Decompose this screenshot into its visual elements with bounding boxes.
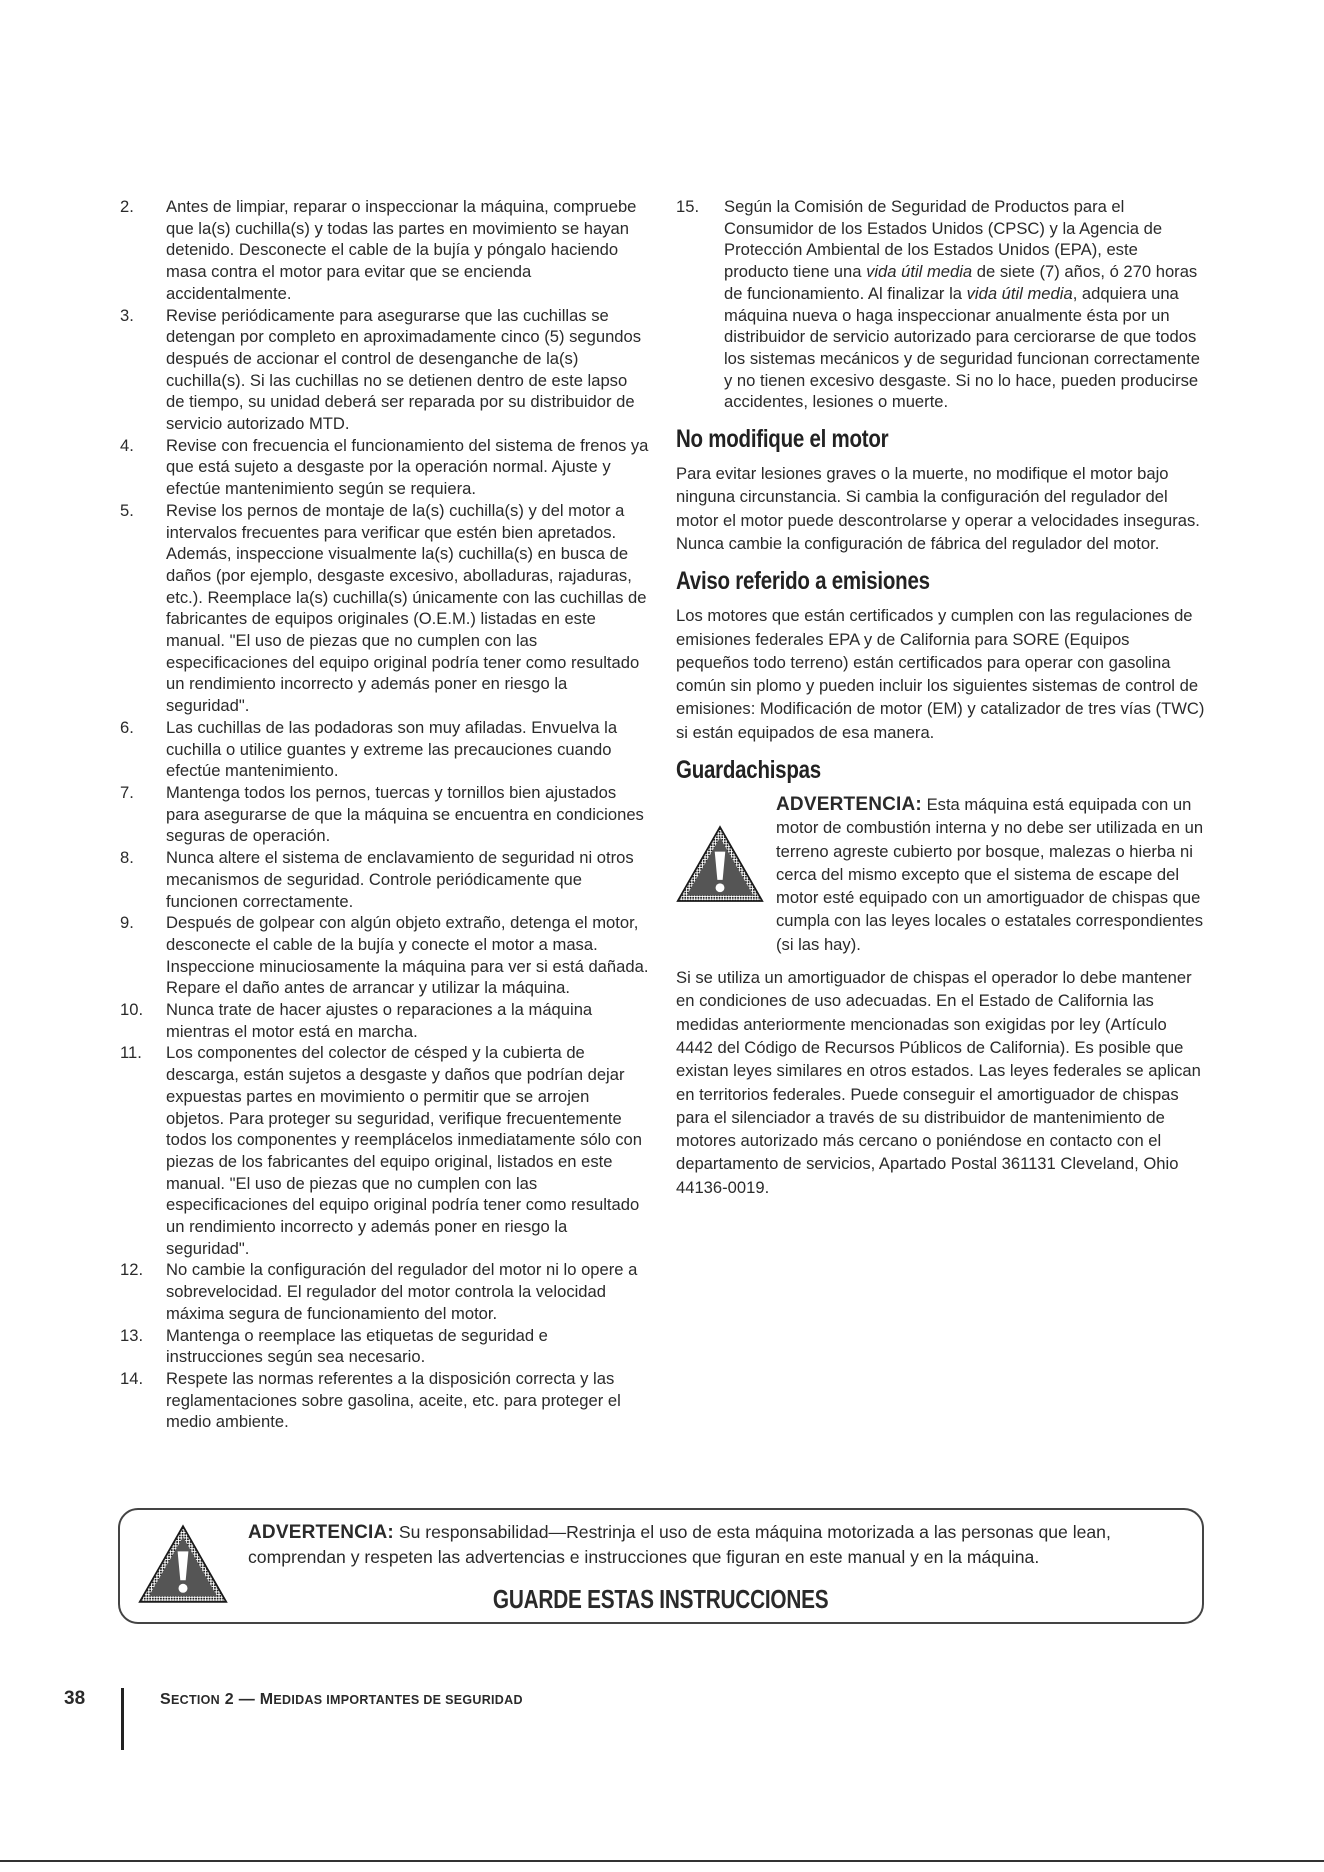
page-number: 38 (64, 1688, 86, 1709)
list-item (120, 196, 649, 305)
emphasis: vida útil media (866, 262, 973, 282)
list-item (120, 912, 649, 999)
footer-divider (121, 1688, 124, 1750)
list-item-text: Después de golpear con algún objeto extraño, detenga el motor, desconecte el cable de la bujía y conecte el motor a masa. Inspeccione minuciosamente la máquina para ver si está dañada. Repare el daño antes de arrancar y utilizar la máquina. (166, 913, 649, 998)
list-item-number: 14. (120, 1368, 144, 1388)
list-item-text: Las cuchillas de las podadoras son muy afiladas. Envuelva la cuchilla o utilice guantes y extreme las precauciones cuando efectúe mantenimiento. (166, 717, 618, 781)
list-item (120, 782, 649, 847)
list-item-text: Los componentes del colector de césped y la cubierta de descarga, están sujetos a desgaste y daños que podrían dejar expuestas partes en movimiento o permitir que se arrojen objetos. Para proteger su seguridad, verifique frecuentemente todos los componentes y reemplácelos inmediatamente sólo con piezas de los fabricantes del equipo original, listados en este manual. "El uso de piezas que no cumplen con las especificaciones del equipo original podría tener como resultado un rendimiento incorrecto y además poner en riesgo la seguridad". (166, 1043, 642, 1258)
safety-list-right (676, 196, 1206, 413)
list-item-text: Revise los pernos de montaje de la(s) cuchilla(s) y del motor a intervalos frecuentes para verificar que estén bien apretados. Además, inspeccione visualmente la(s) cuchilla(s) en busca de daños (por ejemplo, desgaste excesivo, abolladuras, rajaduras, etc.). Reemplace la(s) cuchilla(s) únicamente con las cuchillas de fabricantes de equipos originales (O.E.M.) listadas en este manual. "El uso de piezas que no cumplen con las especificaciones del equipo original podría tener como resultado un rendimiento incorrecto y además poner en riesgo la seguridad". (166, 500, 647, 716)
list-item-number: 5. (120, 500, 134, 520)
page-footer (0, 1688, 1324, 1728)
list-item-text: Antes de limpiar, reparar o inspeccionar la máquina, compruebe que la(s) cuchilla(s) y todas las partes en movimiento se hayan detenido. Desconecte el cable de la bujía y póngalo haciendo masa contra el motor para evitar que se encienda accidentalmente. (166, 197, 637, 303)
list-item-text: Mantenga o reemplace las etiquetas de seguridad e instrucciones según sea necesario. (166, 1325, 548, 1367)
left-column (120, 196, 649, 1433)
list-item-number: 11. (120, 1043, 142, 1063)
warning-text: Su responsabilidad—Restrinja el uso de esta máquina motorizada a las personas que lean, comprendan y respeten las advertencias e instrucciones que figuran en este manual y en la máquina. (248, 1522, 1111, 1567)
list-item-number: 4. (120, 435, 134, 455)
warning-label: ADVERTENCIA: (248, 1522, 394, 1543)
list-item (120, 999, 649, 1042)
warning-label: ADVERTENCIA: (776, 794, 922, 815)
list-item-text: Nunca altere el sistema de enclavamiento de seguridad ni otros mecanismos de seguridad. Controle periódicamente que funcionen correctamente. (166, 848, 634, 911)
warning-triangle-icon (676, 825, 764, 903)
paragraph-spark-arrester: Si se utiliza un amortiguador de chispas el operador lo debe mantener en condiciones de uso adecuadas. En el Estado de California las medidas anteriormente mencionadas son exigidas por ley (Artículo 4442 del Código de Recursos Públicos de California). Es posible que existan leyes similares en otros estados. Las leyes federales se aplican en territorios federales. Puede conseguir el amortiguador de chispas para el silenciador a través de su distribuidor de mantenimiento de motores autorizado más cercano o poniéndose en contacto con el departamento de servicios, Apartado Postal 361131 Cleveland, Ohio 44136-0019. (676, 968, 1201, 1197)
heading-emissions: Aviso referido a emisiones (676, 567, 930, 596)
section-title: SECTION 2 — MEDIDAS IMPORTANTES DE SEGURIDAD (160, 1691, 523, 1708)
list-item-number: 12. (120, 1260, 144, 1280)
list-item-text: No cambie la configuración del regulador del motor ni lo opere a sobrevelocidad. El regulador del motor controla la velocidad máxima segura de funcionamiento del motor. (166, 1260, 638, 1323)
list-item-number: 6. (120, 717, 134, 737)
heading-motor: No modifique el motor (676, 425, 889, 454)
warning-text-block (248, 1520, 1188, 1569)
list-item-text: Respete las normas referentes a la disposición correcta y las reglamentaciones sobre gasolina, aceite, etc. para proteger el medio ambiente. (166, 1368, 621, 1432)
list-item-number: 3. (120, 305, 134, 325)
list-item-number: 10. (120, 1000, 144, 1020)
list-item-number: 7. (120, 782, 134, 802)
list-item-number: 9. (120, 913, 134, 933)
safety-list-left (120, 196, 649, 1433)
save-instructions-heading: GUARDE ESTAS INSTRUCCIONES (493, 1584, 829, 1614)
warning-text: Esta máquina está equipada con un motor de combustión interna y no debe ser utilizada en un terreno agreste cubierto por bosque, malezas o hierba ni cerca del mismo excepto que el sistema de escape del motor esté equipado con un amortiguador de chispas que cumpla con las leyes locales o estatales correspondientes (si las hay). (776, 795, 1204, 954)
list-item (120, 847, 649, 912)
list-item-number: 8. (120, 848, 134, 868)
list-item-text: Revise periódicamente para asegurarse que las cuchillas se detengan por completo en aproximadamente cinco (5) segundos después de accionar el control de desenganche de la(s) cuchilla(s). Si las cuchillas no se detienen dentro de este lapso de tiempo, su unidad deberá ser reparada por su distribuidor de servicio autorizado MTD. (166, 305, 642, 434)
list-item: 15. Según la Comisión de Seguridad de Productos para el Consumidor de los Estados Unidos (CPSC) y la Agencia de Protección Ambiental de los Estados Unidos (EPA), este producto tiene una vida útil media de siete (7) años, ó 270 horas de funcionamiento. Al finalizar la vida útil media, adquiera una máquina nueva o haga inspeccionar anualmente ésta por un distribuidor de servicio autorizado para cerciorarse de que todos los sistemas mecánicos y de seguridad funcionan correctamente y no tienen excesivo desgaste. Si no lo hace, pueden producirse accidentes, lesiones o muerte. (676, 197, 1200, 412)
list-item (120, 1368, 649, 1433)
list-item (120, 500, 649, 717)
list-item (120, 1042, 649, 1259)
list-item (120, 717, 649, 782)
paragraph-motor: Para evitar lesiones graves o la muerte, no modifique el motor bajo ninguna circunstancia. Si cambia la configuración del regulador del motor el motor puede descontrolarse y operar a velocidades inseguras. Nunca cambie la configuración de fábrica del regulador del motor. (676, 464, 1200, 553)
list-item-number: 13. (120, 1325, 144, 1345)
list-item-text: Revise con frecuencia el funcionamiento del sistema de frenos ya que está sujeto a desgaste por la operación normal. Ajuste y efectúe mantenimiento según se requiera. (166, 435, 649, 499)
list-item (120, 1259, 649, 1324)
list-item-number: 15. (676, 197, 700, 216)
spark-warning (676, 793, 1206, 956)
list-item (120, 305, 649, 435)
list-item-text: Mantenga todos los pernos, tuercas y tornillos bien ajustados para asegurarse de que la máquina se encuentra en condiciones seguras de operación. (166, 782, 644, 846)
list-item-number: 2. (120, 197, 134, 216)
bottom-edge-line (0, 1860, 1324, 1862)
list-item (120, 435, 649, 500)
responsibility-warning-box (118, 1508, 1204, 1624)
heading-spark-arrester: Guardachispas (676, 756, 821, 784)
list-item (120, 1325, 649, 1368)
paragraph-emissions: Los motores que están certificados y cumplen con las regulaciones de emisiones federales EPA y de California para SORE (Equipos pequeños todo terreno) están certificados para operar con gasolina común sin plomo y pueden incluir los siguientes sistemas de control de emisiones: Modificación de motor (EM) y catalizador de tres vías (TWC) si están equipados de esa manera. (676, 606, 1205, 742)
emphasis: vida útil media (966, 283, 1073, 303)
list-item-text: Nunca trate de hacer ajustes o reparaciones a la máquina mientras el motor está en marcha. (166, 1000, 593, 1041)
right-column (676, 196, 1206, 1199)
